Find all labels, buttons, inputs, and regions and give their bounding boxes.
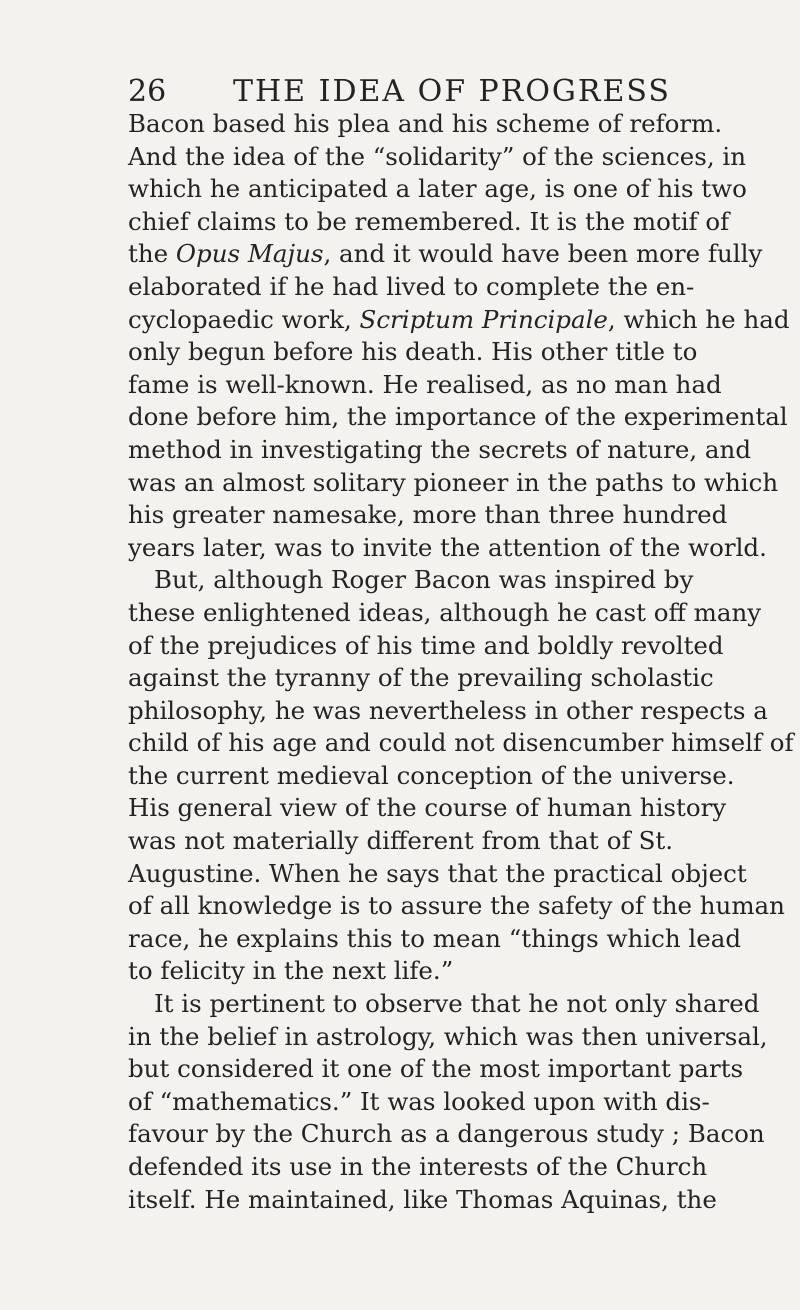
text-line: years later, was to invite the attention of the world. bbox=[128, 532, 767, 562]
text-line: defended its use in the interests of the Church bbox=[128, 1152, 708, 1181]
text-line: His general view of the course of human history bbox=[128, 793, 727, 823]
body-text bbox=[128, 108, 794, 1216]
text-line bbox=[128, 238, 763, 271]
text-line: of all knowledge is to assure the safety of the human bbox=[128, 891, 785, 921]
text-line: method in investigating the secrets of nature, and bbox=[128, 434, 752, 464]
text-line: And the idea of the “solidarity” of the sciences, in bbox=[128, 141, 747, 171]
text-line: in the belief in astrology, which was then universal, bbox=[128, 1021, 768, 1051]
text-line: But, although Roger Bacon was inspired by bbox=[154, 565, 694, 595]
text-line bbox=[128, 304, 790, 337]
text-line: Augustine. When he says that the practical object bbox=[128, 858, 747, 888]
text-line: which he anticipated a later age, is one of his two bbox=[128, 174, 747, 204]
text-segment: the bbox=[128, 239, 176, 269]
text-line: Bacon based his plea and his scheme of reform. bbox=[128, 109, 723, 138]
running-head bbox=[128, 72, 673, 112]
page-number: 26 bbox=[128, 74, 167, 109]
text-line: chief claims to be remembered. It is the motif of bbox=[128, 206, 730, 236]
text-line: child of his age and could not disencumber himself of bbox=[128, 728, 794, 758]
text-line: was an almost solitary pioneer in the paths to which bbox=[128, 467, 779, 497]
page-title: THE IDEA OF PROGRESS bbox=[233, 74, 671, 109]
text-line: the current medieval conception of the universe. bbox=[128, 760, 735, 790]
italic-title: Scriptum Principale bbox=[359, 304, 608, 334]
text-line: It is pertinent to observe that he not only shared bbox=[154, 989, 760, 1019]
text-line: of the prejudices of his time and boldly revolted bbox=[128, 630, 724, 660]
text-segment: , which he had bbox=[607, 304, 790, 334]
text-line: fame is well-known. He realised, as no man had bbox=[128, 369, 722, 399]
text-segment: cyclopaedic work, bbox=[128, 304, 360, 334]
text-line: philosophy, he was nevertheless in other respects a bbox=[128, 695, 768, 725]
italic-title: Opus Majus bbox=[175, 239, 324, 269]
text-line: his greater namesake, more than three hundred bbox=[128, 500, 728, 530]
text-line: done before him, the importance of the experimental bbox=[128, 402, 788, 432]
text-segment: , and it would have been more fully bbox=[323, 239, 763, 269]
text-line: but considered it one of the most important parts bbox=[128, 1054, 744, 1084]
text-line: itself. He maintained, like Thomas Aquinas, the bbox=[128, 1184, 717, 1214]
text-line: elaborated if he had lived to complete the en- bbox=[128, 271, 695, 301]
text-line: against the tyranny of the prevailing scholastic bbox=[128, 663, 714, 693]
text-line: of “mathematics.” It was looked upon with dis- bbox=[128, 1086, 710, 1116]
text-line: only begun before his death. His other title to bbox=[128, 337, 698, 367]
text-line: was not materially different from that of St. bbox=[128, 826, 673, 856]
text-line: to felicity in the next life.” bbox=[128, 956, 454, 986]
text-line: favour by the Church as a dangerous study ; Bacon bbox=[128, 1119, 765, 1149]
text-line: these enlightened ideas, although he cast off many bbox=[128, 597, 762, 627]
text-line: race, he explains this to mean “things which lead bbox=[128, 923, 742, 953]
